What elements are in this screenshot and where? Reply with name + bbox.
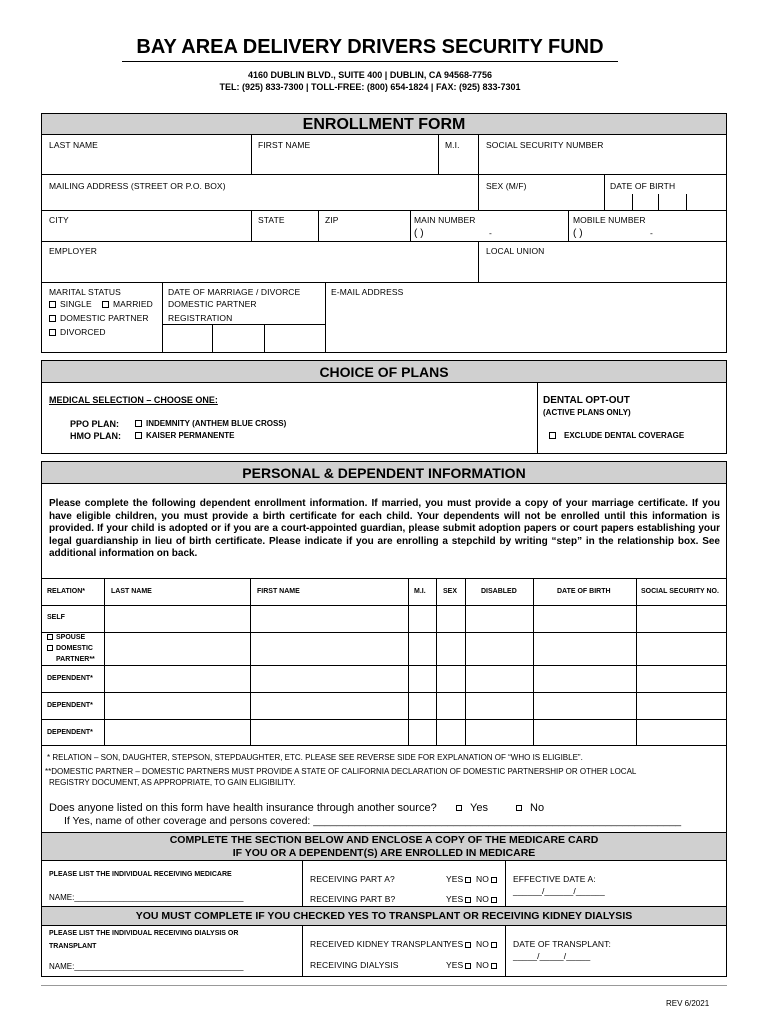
transplant-date-label: DATE OF TRANSPLANT: — [513, 939, 611, 949]
checkbox-icon[interactable] — [491, 877, 497, 883]
row-partner: PARTNER** — [56, 656, 95, 663]
dialysis-label: RECEIVING DIALYSIS — [310, 960, 399, 970]
medicare-list-label: PLEASE LIST THE INDIVIDUAL RECEIVING MEDICARE — [49, 871, 232, 878]
col-dob: DATE OF BIRTH — [557, 588, 611, 595]
other-coverage-line[interactable]: If Yes, name of other coverage and persons covered: _______________________________________________________________ — [64, 815, 682, 827]
checkbox-icon[interactable] — [49, 329, 56, 336]
city-label: CITY — [49, 215, 69, 225]
medicare-header: COMPLETE THE SECTION BELOW AND ENCLOSE A COPY OF THE MEDICARE CARD IF YOU OR A DEPENDENT(S) ARE ENROLLED IN MEDICARE — [41, 832, 727, 861]
part-b-label: RECEIVING PART B? — [310, 894, 396, 904]
marital-status-label: MARITAL STATUS — [49, 287, 121, 297]
exclude-dental-option[interactable]: EXCLUDE DENTAL COVERAGE — [549, 431, 684, 440]
main-number-paren: ( ) — [414, 228, 424, 239]
other-insurance-no[interactable]: No — [516, 802, 544, 814]
zip-label: ZIP — [325, 215, 339, 225]
dependents-instructions: Please complete the following dependent enrollment information. If married, you must provide a copy of your marriage certificate. If you have eligible children, you must provide a birth certificate for each child. Your dependents will not be enrolled until this information is provided. If your child is adopted or if you are a court-appointed guardian, please submit adoption papers or court papers establishing your legal guardianship in lieu of birth certificate. Please indicate if you are enrolling a stepchild by writing “step” in the relationship box. See additional information on back. — [49, 498, 720, 559]
checkbox-icon[interactable] — [135, 432, 142, 439]
checkbox-icon[interactable] — [102, 301, 109, 308]
enrollment-header: ENROLLMENT FORM — [41, 113, 727, 135]
email-label: E-MAIL ADDRESS — [331, 287, 404, 297]
footer-rule — [41, 985, 727, 986]
part-a-no[interactable]: NO — [476, 874, 499, 884]
checkbox-icon[interactable] — [47, 645, 53, 651]
row-self: SELF — [47, 614, 65, 621]
row-dependent-3: DEPENDENT* — [47, 729, 93, 736]
mi-label: M.I. — [445, 140, 460, 150]
checkbox-icon[interactable] — [491, 897, 497, 903]
dependents-header: PERSONAL & DEPENDENT INFORMATION — [41, 461, 727, 484]
medical-selection-label: MEDICAL SELECTION – CHOOSE ONE: — [49, 395, 218, 405]
checkbox-icon[interactable] — [49, 315, 56, 322]
domestic-partner-option[interactable]: DOMESTIC PARTNER — [49, 313, 149, 323]
checkbox-icon[interactable] — [491, 942, 497, 948]
checkbox-icon[interactable] — [549, 432, 556, 439]
transplant-date-line[interactable]: _____/_____/_____ — [513, 951, 591, 961]
col-last-name: LAST NAME — [111, 588, 152, 595]
page-title: BAY AREA DELIVERY DRIVERS SECURITY FUND — [136, 36, 604, 58]
checkbox-icon[interactable] — [516, 805, 522, 811]
ssn-label: SOCIAL SECURITY NUMBER — [486, 140, 604, 150]
local-union-label: LOCAL UNION — [486, 246, 545, 256]
single-option[interactable]: SINGLE — [49, 299, 92, 309]
kaiser-option[interactable]: KAISER PERMANENTE — [135, 431, 234, 440]
kidney-transplant-label: RECEIVED KIDNEY TRANSPLANT — [310, 939, 449, 949]
kidney-no[interactable]: NO — [476, 939, 499, 949]
part-a-label: RECEIVING PART A? — [310, 874, 395, 884]
effective-date-line[interactable]: ______/______/______ — [513, 886, 605, 896]
col-disabled: DISABLED — [481, 588, 517, 595]
part-a-yes[interactable]: YES — [446, 874, 473, 884]
dp-registration-label1: DOMESTIC PARTNER — [168, 299, 257, 309]
active-plans-label: (ACTIVE PLANS ONLY) — [543, 408, 631, 417]
mobile-number-paren: ( ) — [573, 228, 583, 239]
plans-header: CHOICE OF PLANS — [41, 360, 727, 383]
col-relation: RELATION* — [47, 588, 85, 595]
transplant-list-label-1: PLEASE LIST THE INDIVIDUAL RECEIVING DIALYSIS OR — [49, 930, 239, 937]
fund-address: 4160 DUBLIN BLVD., SUITE 400 | DUBLIN, CA 94568-7756 — [247, 70, 493, 80]
medicare-name-line[interactable]: NAME:______________________________________ — [49, 893, 244, 902]
effective-date-label: EFFECTIVE DATE A: — [513, 874, 596, 884]
checkbox-icon[interactable] — [49, 301, 56, 308]
note-domestic-2: REGISTRY DOCUMENT, AS APPROPRIATE, TO GAIN ELIGIBILITY. — [49, 778, 296, 787]
transplant-list-label-2: TRANSPLANT — [49, 943, 97, 950]
divorced-option[interactable]: DIVORCED — [49, 327, 106, 337]
kidney-yes[interactable]: YES — [446, 939, 473, 949]
last-name-label: LAST NAME — [49, 140, 98, 150]
mailing-address-label: MAILING ADDRESS (STREET OR P.O. BOX) — [49, 181, 226, 191]
ppo-label: PPO PLAN: — [70, 419, 120, 429]
checkbox-icon[interactable] — [465, 877, 471, 883]
checkbox-icon[interactable] — [491, 963, 497, 969]
other-insurance-yes[interactable]: Yes — [456, 802, 488, 814]
main-number-label: MAIN NUMBER — [414, 215, 476, 225]
married-option[interactable]: MARRIED — [102, 299, 153, 309]
col-mi: M.I. — [414, 588, 426, 595]
row-dependent-2: DEPENDENT* — [47, 702, 93, 709]
row-dependent-1: DEPENDENT* — [47, 675, 93, 682]
first-name-label: FIRST NAME — [258, 140, 311, 150]
hmo-label: HMO PLAN: — [70, 431, 121, 441]
revision-label: REV 6/2021 — [666, 999, 710, 1008]
row-spouse[interactable]: SPOUSE — [47, 634, 85, 641]
checkbox-icon[interactable] — [456, 805, 462, 811]
dental-optout-label: DENTAL OPT-OUT — [543, 395, 630, 406]
date-marriage-label: DATE OF MARRIAGE / DIVORCE — [168, 287, 301, 297]
plans-section — [41, 382, 727, 454]
dependent-table — [41, 578, 727, 746]
checkbox-icon[interactable] — [47, 634, 53, 640]
state-label: STATE — [258, 215, 285, 225]
transplant-header: YOU MUST COMPLETE IF YOU CHECKED YES TO TRANSPLANT OR RECEIVING KIDNEY DIALYSIS — [41, 906, 727, 926]
sex-label: SEX (M/F) — [486, 181, 527, 191]
col-sex: SEX — [443, 588, 458, 595]
dialysis-no[interactable]: NO — [476, 960, 499, 970]
col-first-name: FIRST NAME — [257, 588, 300, 595]
dp-registration-label2: REGISTRATION — [168, 313, 233, 323]
transplant-name-line[interactable]: NAME:______________________________________ — [49, 962, 244, 971]
fund-phones: TEL: (925) 833-7300 | TOLL-FREE: (800) 654-1824 | FAX: (925) 833-7301 — [219, 82, 521, 92]
checkbox-icon[interactable] — [465, 963, 471, 969]
employer-label: EMPLOYER — [49, 246, 98, 256]
main-number-dash: - — [489, 228, 492, 238]
other-insurance-question: Does anyone listed on this form have health insurance through another source? — [49, 802, 437, 814]
row-domestic[interactable]: DOMESTIC — [47, 645, 93, 652]
part-b-no[interactable]: NO — [476, 894, 499, 904]
checkbox-icon[interactable] — [135, 420, 142, 427]
col-ssn: SOCIAL SECURITY NO. — [641, 588, 719, 595]
mobile-number-label: MOBILE NUMBER — [573, 215, 646, 225]
title-underline — [122, 61, 618, 62]
mobile-number-dash: - — [650, 228, 653, 238]
dob-label: DATE OF BIRTH — [610, 181, 676, 191]
indemnity-option[interactable]: INDEMNITY (ANTHEM BLUE CROSS) — [135, 419, 286, 428]
note-domestic-1: **DOMESTIC PARTNER – DOMESTIC PARTNERS MUST PROVIDE A STATE OF CALIFORNIA DECLARATION OF DOMESTIC PARTNERSHIP OR OTHER LOCAL — [45, 767, 637, 776]
part-b-yes[interactable]: YES — [446, 894, 473, 904]
checkbox-icon[interactable] — [465, 942, 471, 948]
dialysis-yes[interactable]: YES — [446, 960, 473, 970]
note-relation: * RELATION – SON, DAUGHTER, STEPSON, STEPDAUGHTER, ETC. PLEASE SEE REVERSE SIDE FOR EXPLANATION OF “WHO IS ELIGIBLE”. — [47, 753, 583, 762]
checkbox-icon[interactable] — [465, 897, 471, 903]
